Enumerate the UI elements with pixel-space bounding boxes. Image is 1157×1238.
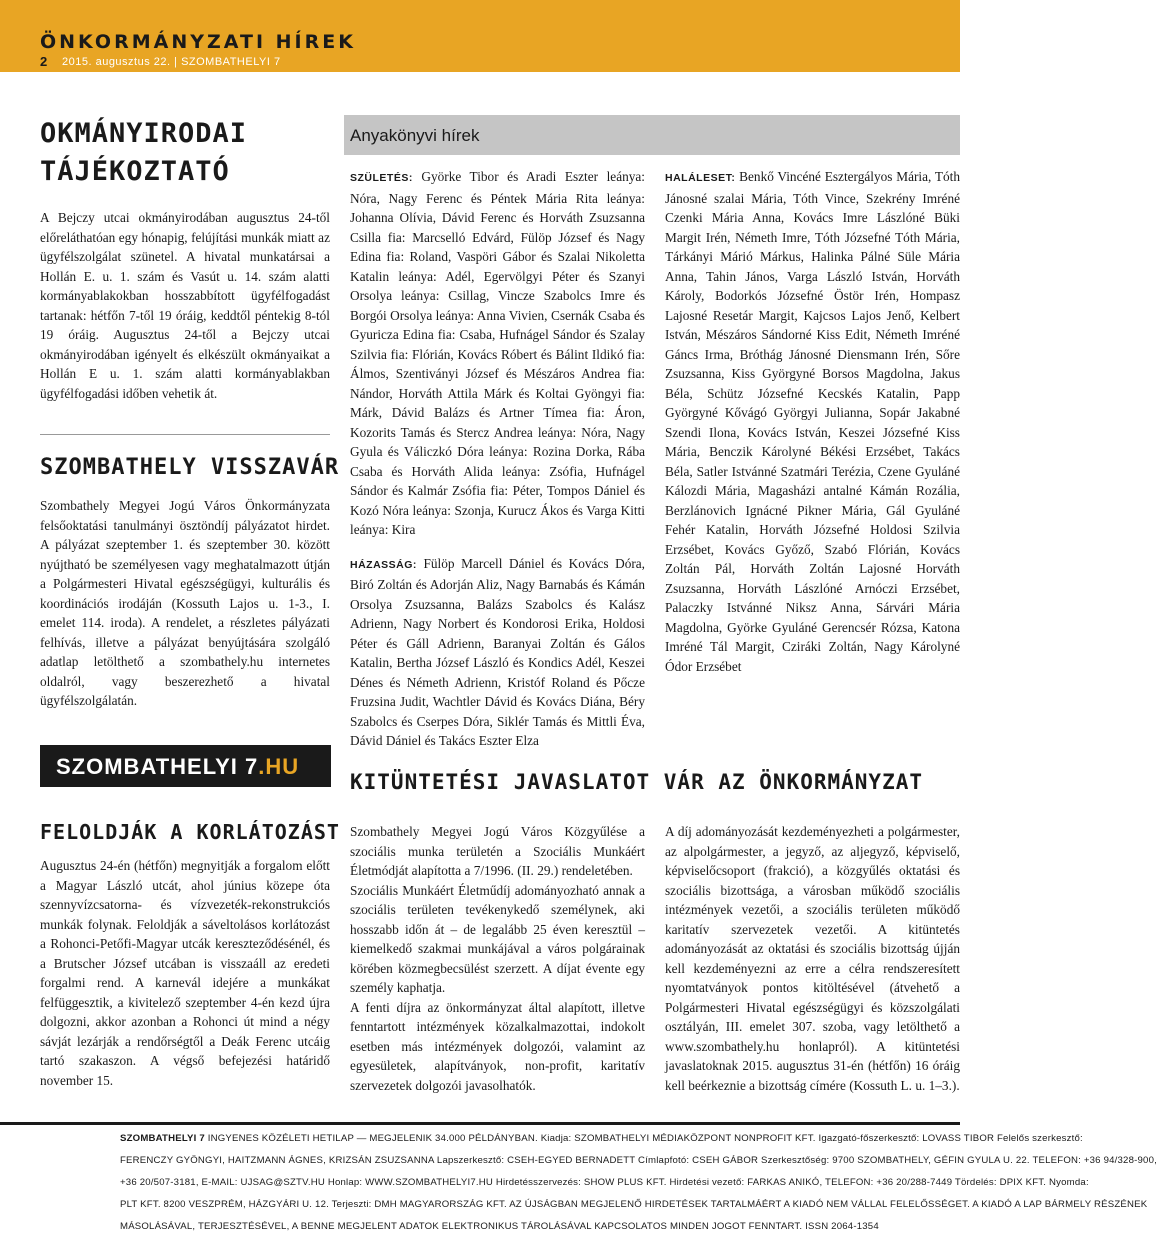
imprint-text: INGYENES KÖZÉLETI HETILAP — MEGJELENIK 34.000 PÉLDÁNYBAN. Kiadja: SZOMBATHELYI MÉDIAKÖZPONT NONPROFIT KFT. Igazgató-főszerkesztő: LOVASS TIBOR Felelős szerkesztő: [207, 1133, 1083, 1144]
hazassag-paragraph [350, 554, 645, 751]
imprint [120, 1128, 1157, 1238]
kituntetes-title: KITÜNTETÉSI JAVASLATOT VÁR AZ ÖNKORMÁNYZAT [350, 770, 924, 794]
okmanyiroda-title [40, 115, 330, 191]
footer-rule [0, 1122, 960, 1125]
imprint-line: +36 20/507-3181, E-MAIL: UJSAG@SZTV.HU Honlap: WWW.SZOMBATHELYI7.HU Hirdetésszervezés: SHOW PLUS KFT. Hirdetési vezető: FARKAS ANIKÓ, TELEFON: +36 20/288-7449 Tördelés: DPIX KFT. Nyomda: [120, 1177, 1089, 1188]
issue-meta [62, 56, 281, 68]
feloldjak-article: Augusztus 24-én (hétfőn) megnyitják a forgalom előtt a Magyar László utcát, ahol június közepe óta szennyvízcsatorna- és vízvezeték-rekonstrukciós munkák folynak. Feloldják a sáveltolásos korlátozást a Rohonci-Petőfi-Magyar utcák kereszteződésénél, és a Brutscher József utcában is visszaáll az eredeti forgalmi rend. A karnevál idejére a munkákat felfüggesztik, a kivitelező szeptember 4-én kezd újra dolgozni, akkor azonban a Rohonci út mind a négy sávját lezárják a rendőrségtől a Deák Ferenc utcáig tartó szakaszon. A végső befejezési határidő november 15. [40, 858, 330, 1088]
kituntetes-paragraph: A díj adományozását kezdeményezheti a polgármester, az alpolgármester, a jegyző, az aljegyző, képviselő, képviselőcsoport (frakció), a közgyűlés oktatási és szociális bizottsága, a városban működő szociális intézmények vezetői, a szociális területen működő karitatív szervezetek vezetői. A kitüntetés adományozását az oktatási és szociális bizottság újján kell kezdeményezni az erre a célra rendszeresített nyomtatványok pontos kitöltésével (átvehető a Polgármesteri Hivatal egészségügyi és közszolgálati osztályán, III. emelet 307. szoba, vagy letölthető a www.szombathely.hu honlapról). A kitüntetési javaslatoknak 2015. augusztus 31-én (hétfőn) 16 óráig kell beérkeznie a bizottság címére (Kossuth L. u. 1–3.). [665, 824, 960, 1093]
okmanyiroda-article: A Bejczy utcai okmányirodában augusztus 24-től előreláthatóan egy hónapig, felújítási munkák miatt az ügyfélszolgálat szünetel. A hivatal munkatársai a Hollán E. u. 1. szám és Vasút u. 14. szám alatti kormányablakokban hosszabbított ügyfélfogadást tartanak: hétfőn 7-től 19 óráig, keddtől péntekig 8-tól 19 óráig. Augusztus 24-től a Bejczy utcai okmányirodában igényelt és elkészült okmányaikat a Hollán E u. 1. szám alatti kormányablakban ügyfélfogadási időben vehetik át. [40, 210, 330, 401]
anyakonyv-column-1 [350, 167, 645, 751]
feloldjak-title: FELOLDJÁK A KORLÁTOZÁST [40, 820, 340, 844]
kituntetes-paragraph: A fenti díjra az önkormányzat által alapított, illetve fenntartott intézmények közalkalmazottai, indokolt esetben más intézmények dolgozói, valamint az egyesületek, alapítványok, non-profit, karitatív szervezetek dolgozói javasolhatók. [350, 999, 645, 1093]
title-line: TÁJÉKOZTATÓ [40, 156, 230, 187]
szuletes-text: Györke Tibor és Aradi Eszter leánya: Nóra, Nagy Ferenc és Péntek Mária Rita leánya: Johanna Olívia, Dávid Ferenc és Horváth Zsuzsanna Csilla fia: Marcselló Edvárd, Fülöp József és Nagy Edina fia: Roland, Vaspöri Gábor és Szalai Nikoletta Katalin leánya: Adél, Egervölgyi Péter és Szanyi Orsolya leánya: Csillag, Vincze Szabolcs Imre és Borgói Orsolya leánya: Anna Vivien, Csernák Csaba és Gyuricza Edina fia: Csaba, Hufnágel Sándor és Szalay Szilvia fia: Flórián, Kovács Róbert és Bálint Ildikó fia: Álmos, Szentiványi József és Mészáros Andrea fia: Nándor, Horváth Attila Márk és Koltai Gyöngyi fia: Márk, Dávid Balázs és Artner Tímea fia: Áron, Kozorits Tamás és Stercz Andrea leánya: Nóra, Nagy Gyula és Váliczkó Dóra leánya: Rozina Dorka, Rába Csaba és Horváth Alida leánya: Zsófia, Hufnágel Sándor és Kalmár Zsófia fia: Péter, Tompos Dániel és Kozó Nóra leánya: Szonja, Kurucz Ákos és Varga Kitti leánya: Kira [350, 169, 645, 537]
szuletes-paragraph [350, 167, 645, 540]
footer-logo [120, 1133, 205, 1144]
haleset-label: HALÁLESET: [665, 172, 736, 184]
title-line: OKMÁNYIRODAI [40, 118, 248, 149]
publication-name: SZOMBATHELYI 7 [181, 56, 281, 68]
divider [40, 434, 330, 435]
szuletes-label: SZÜLETÉS: [350, 172, 413, 184]
imprint-line [120, 1128, 1083, 1150]
footer-logo-text: SZOMBATHELYI 7 [120, 1133, 205, 1144]
imprint-line: FERENCZY GYÖNGYI, HAITZMANN ÁGNES, KRIZSÁN ZSUZSANNA Lapszerkesztő: CSEH-EGYED BERNADETT Címlapfotó: CSEH GÁBOR Szerkesztőség: 9700 SZOMBATHELY, GÉFIN GYULA U. 22. TELEFON: +36 94/328-900, [120, 1155, 1157, 1166]
section-title: ÖNKORMÁNYZATI HÍREK [40, 31, 356, 53]
badge-name: SZOMBATHELYI 7 [56, 754, 259, 779]
hazassag-label: HÁZASSÁG: [350, 558, 417, 571]
kituntetes-column-1 [350, 822, 645, 1095]
haleset-paragraph [665, 167, 960, 676]
issue-date: 2015. augusztus 22. [62, 56, 171, 68]
page-number: 2 [40, 54, 48, 69]
anyakonyv-column-2 [665, 167, 960, 676]
badge-suffix: .HU [258, 754, 300, 779]
kituntetes-paragraph: Szombathely Megyei Jogú Város Közgyűlése a szociális munka területén a Szociális Munkáért Életmódját alapította a 7/1996. (II. 29.) rendeletében. [350, 824, 645, 878]
hazassag-text: Fülöp Marcell Dániel és Kovács Dóra, Biró Zoltán és Adorján Aliz, Nagy Barnabás és Kámán Orsolya Zsuzsanna, Balázs Szabolcs és Kalász Adrienn, Nagy Norbert és Kondorosi Erika, Holdosi Péter és Gáll Adrienn, Baranyai Zoltán és Gálos Katalin, Bertha József László és Kondics Adél, Keszei Dénes és Németh Adrienn, Kristóf Roland és Pőcze Fruzsina Judit, Wachtler Dávid és Kovács Diána, Béry Szabolcs és Cserpes Dóra, Siklér Tamás és Mittli Éva, Dávid Dániel és Takács Eszter Elza [350, 555, 646, 748]
imprint-line: MÁSOLÁSÁVAL, TERJESZTÉSÉVEL, A BENNE MEGJELENT ADATOK ELEKTRONIKUS TÁROLÁSÁVAL KAPCSOLATOS MINDEN JOGOT FENNTART. ISSN 2064-1354 [120, 1221, 879, 1232]
site-badge-text [56, 754, 299, 780]
visszavar-article: Szombathely Megyei Jogú Város Önkormányzata felsőoktatási tanulmányi ösztöndíj pályázatot hirdet. A pályázat szeptember 1. és szeptember 30. között nyújtható be személyesen vagy meghatalmazott útján a Polgármesteri Hivatal egészségügyi, kulturális és koordinációs irodáján (Kossuth Lajos u. 1-3., I. emelet 114. iroda). A rendelet, a részletes pályázati felhívás, illetve a pályázat benyújtására szolgáló adatlap letölthető a szombathely.hu internetes oldalról, vagy beszerezhető a hivatal ügyfélszolgálatán. [40, 498, 330, 708]
imprint-line: PLT KFT. 8200 VESZPRÉM, HÁZGYÁRI U. 12. Terjeszti: DMH MAGYARORSZÁG KFT. AZ ÚJSÁGBAN MEGJELENŐ HIRDETÉSEK TARTALMÁÉRT A KIADÓ NEM VÁLLAL FELELŐSSÉGET. A KIADÓ A LAP BÁRMELY RÉSZÉNEK [120, 1199, 1148, 1210]
haleset-text: Benkő Vincéné Esztergályos Mária, Tóth Jánosné szalai Mária, Tóth Vince, Szekrény Imréné Czenki Mária Anna, Kovács Imre Lászlóné Büki Margit Irén, Németh Imre, Tóth Józsefné Tóth Mária, Tárkányi Márió Márkus, Halinka Pálné Süle Mária Anna, Tahin János, Varga László István, Horváth Károly, Bodorkós Józsefné Östör Irén, Hompasz Lajosné Resetár Margit, Kajcsos Lajos Jenő, Kelbert István, Mészáros Sándorné Kiss Edit, Németh Imréné Gáncs Irma, Bróthág Jánosné Diensmann Irén, Sőre Zsuzsanna, Kiss Györgyné Borsos Magdolna, Jakus Béla, Schütz Józsefné Kecskés Katalin, Papp Györgyné Kővágó Györgyi Julianna, Sopár Jakabné Szendi Ilona, Kovács István, Keszei Józsefné Kiss Mária, Benczik Károlyné Békési Erzsébet, Takács Béla, Satler Istvánné Szatmári Terézia, Czene Gyuláné Kálozdi Mária, Magasházi antalné Kámán Rozália, Berzlánovich Ignácné Pikner Mária, Gál Gyuláné Fehér Katalin, Horváth Józsefné Holdosi Szilvia Erzsébet, Kovács Győző, Szabó Flórián, Kovács Zoltán Pál, Horváth Zoltán Lajosné Horváth Zsuzsanna, Horváth Lászlóné Arnóczi Erzsébet, Palaczky Istvánné Niksz Anna, Sárvári Mária Magdolna, Györke Gyuláné Gerencsér Rózsa, Katona Imréné Tál Margit, Cziráki Zoltán, Nagy Károlyné Ódor Erzsébet [665, 169, 960, 674]
separator: | [174, 56, 182, 68]
kituntetes-paragraph: Szociális Munkáért Életműdíj adományozható annak a szociális területen tevékenykedő személynek, aki hosszabb időn át – de legalább 25 éven keresztül – kiemelkedő szakmai munkájával a város polgárainak körében közmegbecsülést szerzett. A díjat évente egy személy kaphatja. [350, 882, 645, 995]
kituntetes-column-2 [665, 822, 960, 1095]
visszavar-title: SZOMBATHELY VISSZAVÁR [40, 455, 340, 480]
anyakonyv-title: Anyakönyvi hírek [350, 126, 480, 145]
